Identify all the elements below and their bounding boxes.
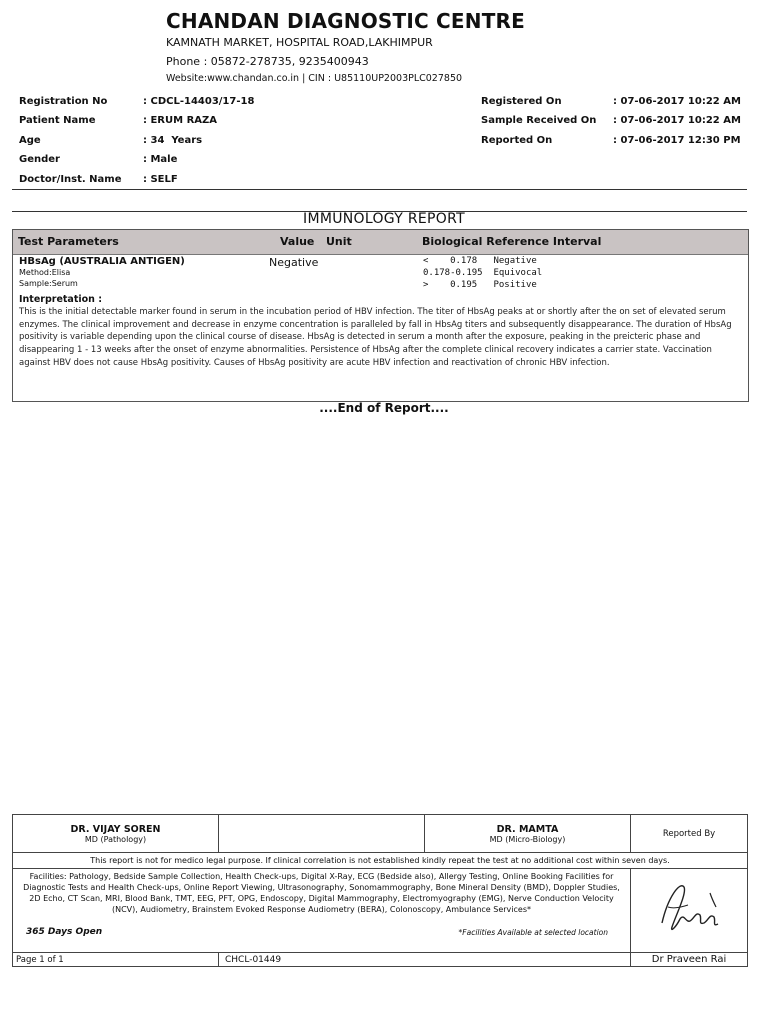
doctor2-cell <box>425 815 631 853</box>
divider-top <box>12 189 747 190</box>
range-positive: > 0.195 Positive <box>423 280 537 290</box>
signatory-name: Dr Praveen Rai <box>631 953 748 967</box>
signature-footer <box>12 814 748 967</box>
signature-cell <box>631 869 748 953</box>
doctor1-degree: MD (Pathology) <box>84 834 147 844</box>
table-header <box>13 230 748 255</box>
lab-phone: Phone : 05872-278735, 9235400943 <box>166 55 369 68</box>
test-method: Method:Elisa <box>19 268 71 277</box>
col-param: Test Parameters <box>18 235 119 248</box>
col-unit: Unit <box>326 235 352 248</box>
open-days: 365 Days Open <box>26 927 103 937</box>
sample-received-label: Sample Received On <box>481 115 597 126</box>
age-label: Age <box>19 135 41 146</box>
gender-label: Gender <box>19 154 60 165</box>
interpretation-label: Interpretation : <box>19 294 103 305</box>
report-title: IMMUNOLOGY REPORT <box>303 211 465 227</box>
report-code: CHCL-01449 <box>219 953 631 967</box>
sample-received-value: : 07-06-2017 10:22 AM <box>613 115 741 126</box>
doctor-value: : SELF <box>143 174 178 185</box>
patient-name-label: Patient Name <box>19 115 96 126</box>
patient-name-value: : ERUM RAZA <box>143 115 217 126</box>
test-sample: Sample:Serum <box>19 279 78 288</box>
lab-name: CHANDAN DIAGNOSTIC CENTRE <box>166 9 526 33</box>
facilities-note: *Facilities Available at selected location <box>458 928 608 937</box>
disclaimer: This report is not for medico legal purpose. If clinical correlation is not established kindly repeat the test at no additional cost within seven days. <box>13 853 748 869</box>
age-value: : 34 Years <box>143 135 203 146</box>
facilities-text: Facilities: Pathology, Bedside Sample Collection, Health Check-ups, Digital X-Ray, ECG (Bedside also), Allergy Testing, Online Booking Facilities for Diagnostic Tests and Health Check-ups, Online Report Viewing, Ultrasonography, Sonomammography, Bone Mineral Density (BMD), Doppler Studies, 2D Echo, CT Scan, MRI, Blood Bank, TMT, EEG, PFT, OPG, Endoscopy, Digital Mammography, Electromyography (EMG), Nerve Conduction Velocity (NCV), Audiometry, Brainstem Evoked Response Audiometry (BERA), Colonoscopy, Ambulance Services* <box>23 872 620 914</box>
range-equivocal: 0.178-0.195 Equivocal <box>423 268 543 278</box>
interpretation-text: This is the initial detectable marker found in serum in the incubation period of HBV infection. The titer of HbsAg peaks at or shortly after the on set of elevated serum enzymes. The clinical improvement and decrease in enzyme concentration is paralleled by fall in HbsAg titers and subsequently disappearance. The duration of HbsAg positivity is variable depending upon the clinical course of disease. HbsAg is detected in serum a month after the exposure, peaking in the preicteric phase and disappearing 1 - 13 weeks after the onset of enzyme abnormalities. Persistence of HbsAg after the complete clinical recovery indicates a carrier state. Vaccination against HBV does not cause HbsAg positivity. Causes of HbsAg positivity are acute HBV infection and reactivation of chronic HBV infection. <box>19 307 732 368</box>
doctor2-name: DR. MAMTA <box>496 823 559 835</box>
end-of-report: ....End of Report.... <box>319 401 449 415</box>
doctor-label: Doctor/Inst. Name <box>19 174 122 185</box>
registered-on-value: : 07-06-2017 10:22 AM <box>613 96 741 107</box>
test-value: Negative <box>269 256 319 269</box>
facilities-cell <box>13 869 631 953</box>
doctor1-cell <box>13 815 219 853</box>
reported-by: Reported By <box>631 815 748 853</box>
test-name: HBsAg (AUSTRALIA ANTIGEN) <box>19 256 185 267</box>
reported-on-label: Reported On <box>481 135 553 146</box>
col-value: Value <box>280 235 315 248</box>
col-range: Biological Reference Interval <box>422 235 602 248</box>
registration-value: : CDCL-14403/17-18 <box>143 96 255 107</box>
range-negative: < 0.178 Negative <box>423 256 537 266</box>
doctor2-degree: MD (Micro-Biology) <box>489 834 566 844</box>
reported-on-value: : 07-06-2017 12:30 PM <box>613 135 741 146</box>
registration-label: Registration No <box>19 96 108 107</box>
registered-on-label: Registered On <box>481 96 562 107</box>
doctor1-name: DR. VIJAY SOREN <box>70 823 161 835</box>
signature-image <box>654 877 724 941</box>
blank-cell <box>219 815 425 853</box>
page-number: Page 1 of 1 <box>13 953 219 967</box>
lab-address: KAMNATH MARKET, HOSPITAL ROAD,LAKHIMPUR <box>166 36 433 49</box>
lab-website: Website:www.chandan.co.in | CIN : U85110UP2003PLC027850 <box>166 73 463 84</box>
gender-value: : Male <box>143 154 178 165</box>
